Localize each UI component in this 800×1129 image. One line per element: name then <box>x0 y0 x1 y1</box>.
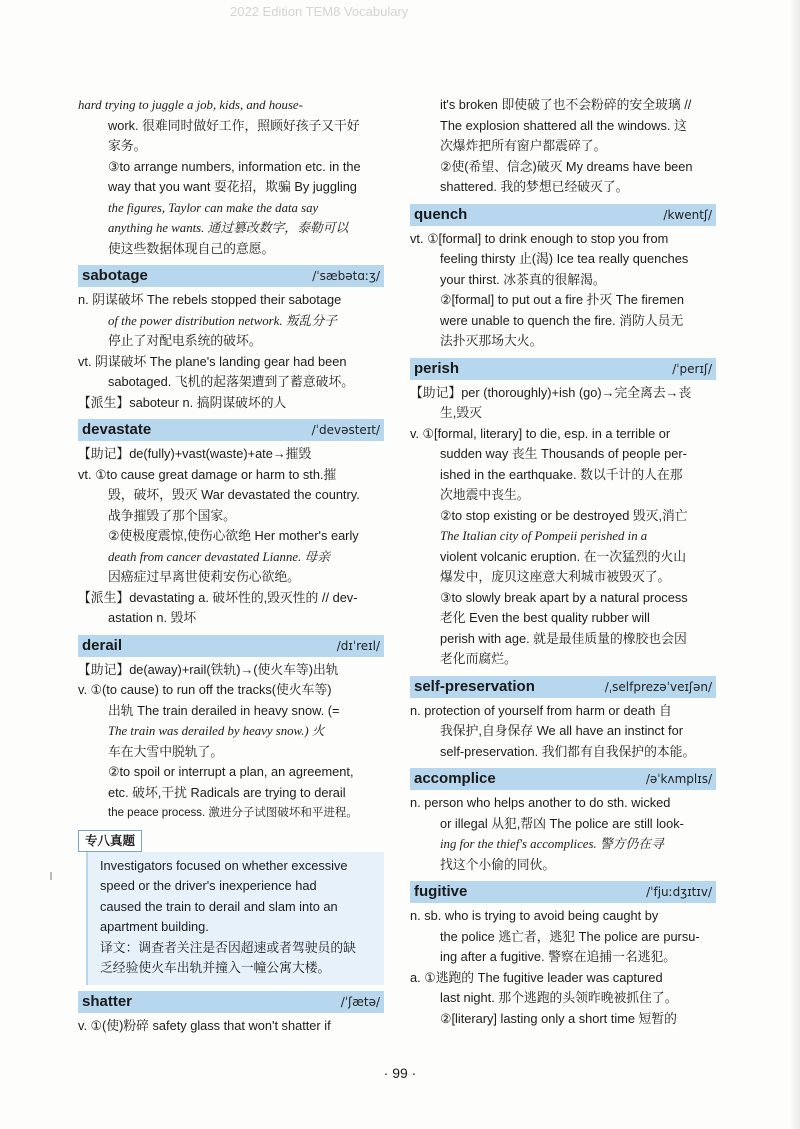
text-line: self-preservation. 我们都有自我保护的本能。 <box>440 743 696 759</box>
text-line: 爆发中，庞贝这座意大利城市被毁灭了。 <box>440 569 671 584</box>
text-line: or illegal 从犯,帮凶 The police are still look- <box>440 815 684 831</box>
text-line: v. ①(使)粉碎 safety glass that won't shatter if <box>78 1017 331 1033</box>
entry-header-perish <box>410 358 716 380</box>
text-line: 老化 Even the best quality rubber will <box>440 610 650 625</box>
text-line: ②to stop existing or be destroyed 毁灭,消亡 <box>440 507 688 523</box>
headword: shatter <box>82 992 133 1010</box>
text-line: 战争摧毁了那个国家。 <box>108 507 236 523</box>
text-line: 次地震中丧生。 <box>440 487 530 502</box>
headword: derail <box>82 636 123 654</box>
text-line: 使这些数据体现自己的意愿。 <box>108 240 275 256</box>
text-line: 停止了对配电系统的破坏。 <box>108 333 262 348</box>
margin-mark <box>50 872 52 880</box>
text-line: the peace process. 激进分子试图破坏和平进程。 <box>108 807 358 819</box>
text-line: way that you want 耍花招，欺骗 By juggling <box>108 179 357 194</box>
text-line: 车在大雪中脱轨了。 <box>108 743 224 759</box>
text-line: hard trying to juggle a job, kids, and house- <box>78 98 303 112</box>
phonetic: /ˌselfprezəˈveɪʃən/ <box>604 679 712 694</box>
text-line: were unable to quench the fire. 消防人员无 <box>440 312 684 328</box>
text-line: sudden way 丧生 Thousands of people per- <box>440 446 687 461</box>
text-line: 乏经验使火车出轨并撞入一幢公寓大楼。 <box>100 960 331 975</box>
exam-box <box>78 830 384 985</box>
headword: perish <box>414 359 460 377</box>
text-line: 译文：调查者关注是否因超速或者驾驶员的缺 <box>100 939 356 955</box>
phonetic: /əˈkʌmplɪs/ <box>645 772 712 786</box>
phonetic: /ˈsæbətɑːʒ/ <box>312 269 380 283</box>
text-line: 老化而腐烂。 <box>440 651 517 666</box>
text-line: 【助记】de(away)+rail(铁轨)→(使火车等)出轨 <box>78 661 339 677</box>
text-line: the figures, Taylor can make the data say <box>108 200 319 215</box>
text-line: the police 逃亡者，逃犯 The police are pursu- <box>440 928 700 944</box>
text-line: 家务。 <box>108 138 147 153</box>
text-line: 【派生】saboteur n. 搞阴谋破坏的人 <box>78 394 287 410</box>
text-line: apartment building. <box>100 919 209 934</box>
entry-header-accomplice <box>410 768 716 790</box>
text-line: 【助记】de(fully)+vast(waste)+ate→摧毁 <box>78 446 312 461</box>
text-line: ②[formal] to put out a fire 扑灭 The firemen <box>440 292 685 307</box>
text-line: ②使(希望、信念)破灭 My dreams have been <box>440 158 693 174</box>
headword: self-preservation <box>414 677 535 695</box>
page-number: · 99 · <box>383 1065 417 1081</box>
text-line: The explosion shattered all the windows. 这 <box>440 117 687 133</box>
text-line: v. ①[formal, literary] to die, esp. in a terrible or <box>410 425 671 441</box>
text-line: 次爆炸把所有窗户都震碎了。 <box>440 138 607 153</box>
text-line: ished in the earthquake. 数以千计的人在那 <box>440 466 683 482</box>
phonetic: /ˈfjuːdʒɪtɪv/ <box>646 885 712 899</box>
text-line: 法扑灭那场大火。 <box>440 333 543 348</box>
text-line: ③to arrange numbers, information etc. in the <box>108 158 361 174</box>
entry-header-self-preservation <box>410 676 716 698</box>
exam-box-tag: 专八真题 <box>78 830 142 852</box>
text-line: vt. ①[formal] to drink enough to stop you from <box>410 230 669 246</box>
text-line: anything he wants. 通过篡改数字，泰勒可以 <box>108 221 349 235</box>
headword: quench <box>414 205 468 223</box>
text-line: a. ①逃跑的 The fugitive leader was captured <box>410 969 663 985</box>
entry-header-derail <box>78 635 384 657</box>
text-line: perish with age. 就是最佳质量的橡胶也会因 <box>440 630 687 646</box>
phonetic: /kwentʃ/ <box>663 207 712 222</box>
right-column <box>410 95 716 1029</box>
text-line: 我保护,自身保存 We all have an instinct for <box>440 723 683 738</box>
text-line: vt. 阴谋破坏 The plane's landing gear had been <box>78 353 347 369</box>
text-line: feeling thirsty 止(渴) Ice tea really quenches <box>440 251 689 266</box>
text-line: ②to spoil or interrupt a plan, an agreement, <box>108 764 354 779</box>
entry-header-quench <box>410 204 716 226</box>
text-line: sabotaged. 飞机的起落架遭到了蓄意破坏。 <box>108 374 355 389</box>
text-line: ②[literary] lasting only a short time 短暂的 <box>440 1010 677 1026</box>
text-line: ing for the thief's accomplices. 警方仍在寻 <box>440 837 664 851</box>
text-line: n. person who helps another to do sth. wicked <box>410 795 671 810</box>
text-line: 出轨 The train derailed in heavy snow. (= <box>108 702 340 718</box>
phonetic: /ˈdevəsteɪt/ <box>311 423 380 437</box>
phonetic: /ˈʃætə/ <box>340 994 380 1009</box>
text-line: n. 阴谋破坏 The rebels stopped their sabotage <box>78 292 342 307</box>
text-line: ③to slowly break apart by a natural process <box>440 589 688 605</box>
text-line: astation n. 毁坏 <box>108 610 197 625</box>
headword: accomplice <box>414 770 496 787</box>
text-line: n. protection of yourself from harm or death 自 <box>410 702 672 718</box>
text-line: Investigators focused on whether excessive <box>100 857 348 873</box>
text-line: 生,毁灭 <box>440 405 482 420</box>
text-line: caused the train to derail and slam into an <box>100 898 338 914</box>
headword: sabotage <box>82 267 148 284</box>
text-line: 【派生】devastating a. 破坏性的,毁灭性的 // dev- <box>78 589 358 605</box>
text-line: ing after a fugitive. 警察在追捕一名逃犯。 <box>440 949 677 964</box>
text-line: The train was derailed by heavy snow.) 火 <box>108 724 325 738</box>
exam-box-body <box>86 852 384 985</box>
text-line: work. 很难同时做好工作，照顾好孩子又干好 <box>108 117 360 133</box>
text-line: v. ①(to cause) to run off the tracks(使火车等) <box>78 682 332 697</box>
page-edge-shadow <box>790 0 800 1129</box>
text-line: 找这个小偷的同伙。 <box>440 856 556 872</box>
text-line: your thirst. 冰茶真的很解渴。 <box>440 271 606 287</box>
text-line: 因癌症过早离世使莉安伤心欲绝。 <box>108 569 300 584</box>
text-line: 【助记】per (thoroughly)+ish (go)→完全离去→丧 <box>410 384 692 400</box>
entry-header-shatter <box>78 991 384 1013</box>
text-line: ②使极度震惊,使伤心欲绝 Her mother's early <box>108 528 359 543</box>
text-line: speed or the driver's inexperience had <box>100 878 317 893</box>
phonetic: /ˈperɪʃ/ <box>672 361 712 376</box>
text-line: violent volcanic eruption. 在一次猛烈的火山 <box>440 548 687 564</box>
entry-header-sabotage <box>78 265 384 287</box>
entry-header-fugitive <box>410 881 716 903</box>
text-line: of the power distribution network. 叛乱分子 <box>108 313 337 328</box>
page-header: 2022 Edition TEM8 Vocabulary <box>230 4 409 19</box>
phonetic: /dɪˈreɪl/ <box>336 638 380 653</box>
text-line: shattered. 我的梦想已经破灭了。 <box>440 179 629 194</box>
text-line: vt. ①to cause great damage or harm to sth.摧 <box>78 466 337 482</box>
text-line: it's broken 即使破了也不会粉碎的安全玻璃 // <box>440 97 692 112</box>
text-line: last night. 那个逃跑的头领昨晚被抓住了。 <box>440 990 678 1005</box>
headword: fugitive <box>414 883 468 900</box>
text-line: 毁，破坏，毁灭 War devastated the country. <box>108 487 360 502</box>
entry-header-devastate <box>78 419 384 441</box>
text-line: n. sb. who is trying to avoid being caught by <box>410 908 659 923</box>
text-line: etc. 破坏,干扰 Radicals are trying to derail <box>108 784 346 800</box>
text-line: The Italian city of Pompeii perished in a <box>440 529 648 543</box>
text-line: death from cancer devastated Lianne. 母亲 <box>108 549 331 564</box>
headword: devastate <box>82 421 152 438</box>
left-column <box>78 95 384 1036</box>
